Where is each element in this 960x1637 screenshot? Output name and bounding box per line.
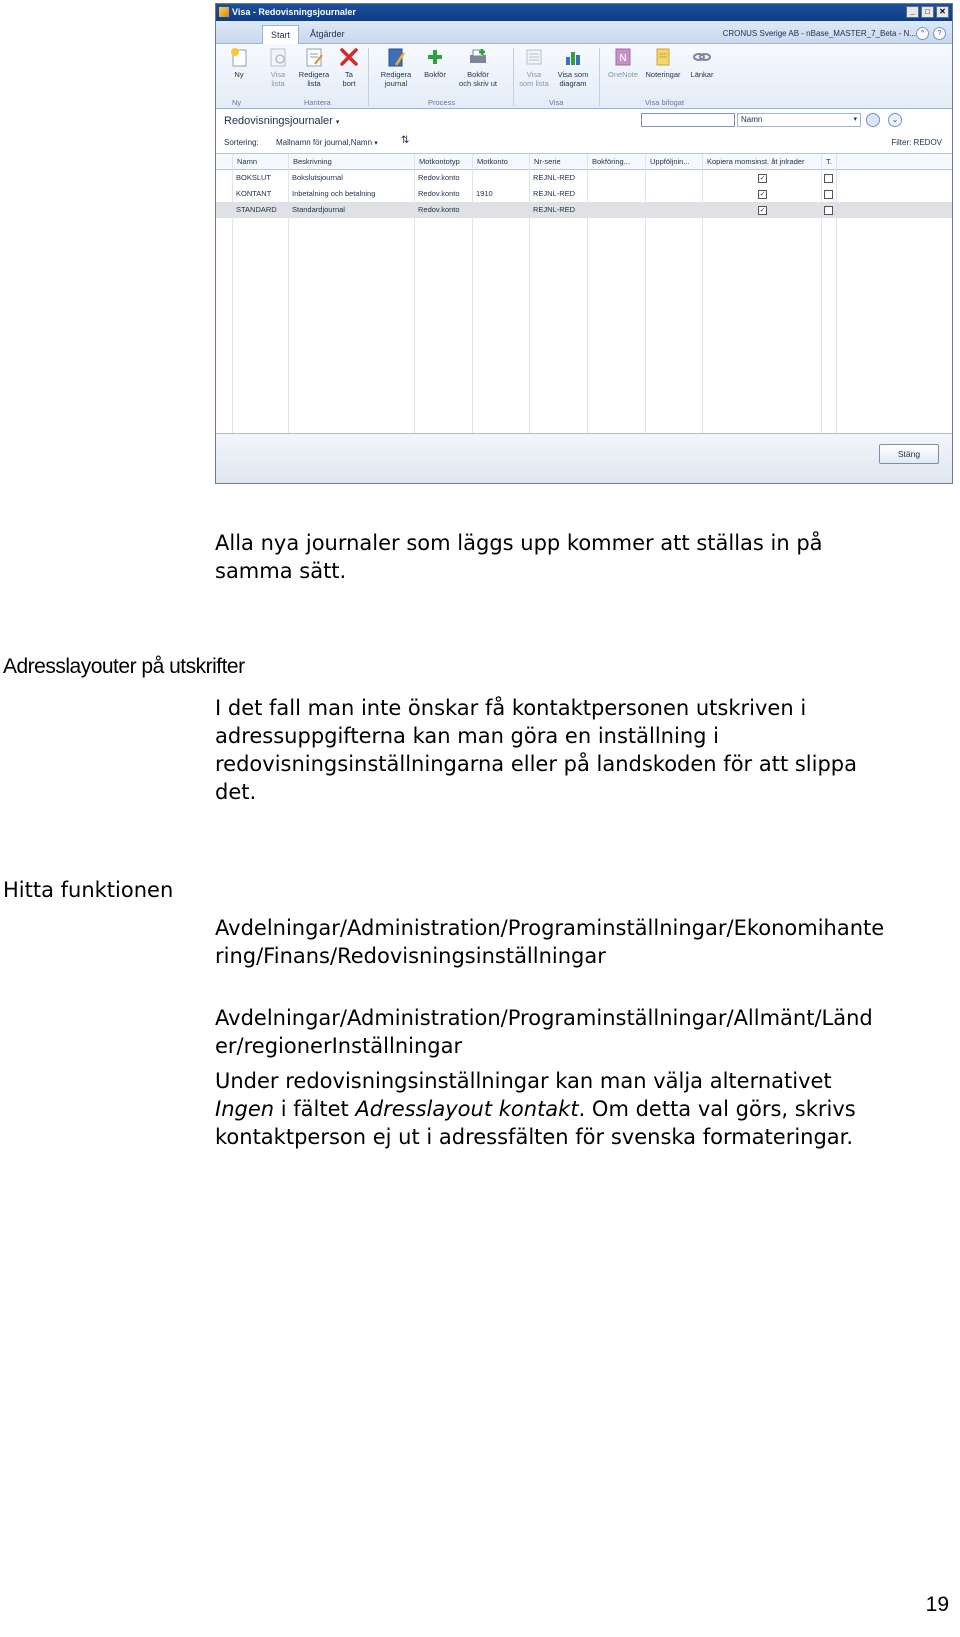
svg-text:N: N	[619, 53, 627, 64]
table-row[interactable]	[216, 186, 952, 202]
checkbox-kopiera[interactable]: ✓	[759, 175, 766, 182]
notes-button[interactable]: Noteringar	[643, 46, 683, 79]
app-icon	[219, 7, 229, 17]
sort-select[interactable]: Mallnamn för journal,Namn ▾	[276, 138, 378, 147]
sort-dropdown-icon: ▾	[374, 140, 378, 147]
post-button[interactable]: Bokför	[415, 46, 455, 79]
cell-nrserie: REJNL-RED	[533, 189, 576, 198]
checkbox-kopiera[interactable]: ✓	[759, 207, 766, 214]
paragraph-instructions: Under redovisningsinställningar kan man välja alternativet Ingen i fältet Adresslayout kontakt. Om detta val görs, skrivs kontaktperson ej ut i adressfälten för svenska formateringar.	[215, 1069, 856, 1149]
delete-x-icon	[338, 46, 360, 68]
filter-field-select[interactable]: Namn ▾	[737, 113, 861, 127]
cell-motkontotyp: Redov.konto	[418, 189, 460, 198]
post-plus-icon	[424, 46, 446, 68]
cell-beskrivning: Bokslutsjournal	[292, 173, 343, 182]
view-list-icon	[267, 46, 289, 68]
delete-button[interactable]: Ta bort	[329, 46, 369, 88]
column-header[interactable]: Uppföljnin...	[650, 157, 690, 166]
show-as-list-button[interactable]: Visa som lista	[514, 46, 554, 88]
cell-namn: BOKSLUT	[236, 173, 272, 182]
cell-nrserie: REJNL-RED	[533, 205, 576, 214]
filter-text: Filter: REDOV	[891, 138, 942, 147]
column-header[interactable]: Bokföring...	[592, 157, 630, 166]
view-list-button[interactable]: Visa lista	[258, 46, 298, 88]
column-header[interactable]: Motkontotyp	[419, 157, 460, 166]
links-button[interactable]: Länkar	[682, 46, 722, 79]
navigation-path-2: Avdelningar/Administration/Programinställningar/Allmänt/Länd er/regionerInställningar	[215, 1006, 873, 1058]
minimize-button[interactable]: _	[906, 6, 919, 18]
title-dropdown-icon: ▾	[335, 119, 340, 126]
cell-motkontotyp: Redov.konto	[418, 205, 460, 214]
window-footer	[216, 433, 952, 483]
edit-list-button[interactable]: Redigera lista	[294, 46, 334, 88]
section-heading-find-function: Hitta funktionen	[3, 878, 174, 902]
column-header[interactable]: Nr-serie	[534, 157, 561, 166]
onenote-icon	[612, 46, 634, 68]
close-window-button[interactable]: ✕	[936, 6, 949, 18]
paragraph-address-layouts: I det fall man inte önskar få kontaktpersonen utskriven i adressuppgifterna kan man göra en inställning i redovisningsinställningarna eller på landskoden för att slippa det.	[215, 696, 857, 804]
new-document-icon	[228, 46, 250, 68]
page-header	[216, 109, 952, 153]
chart-icon	[562, 46, 584, 68]
cell-motkonto: 1910	[476, 189, 493, 198]
help-icon[interactable]: ?	[933, 27, 946, 40]
page-title[interactable]: Redovisningsjournaler ▾	[224, 115, 340, 127]
journal-grid	[216, 153, 952, 434]
ribbon-group-attachments: Visa bifogat	[645, 98, 685, 107]
checkbox-t[interactable]	[824, 206, 833, 215]
table-row[interactable]	[216, 170, 952, 186]
window-titlebar	[216, 4, 952, 21]
cell-motkontotyp: Redov.konto	[418, 173, 460, 182]
onenote-button[interactable]: N OneNote	[603, 46, 643, 79]
maximize-button[interactable]: □	[921, 6, 934, 18]
edit-journal-button[interactable]: Redigera journal	[376, 46, 416, 88]
cell-beskrivning: Standardjournal	[292, 205, 345, 214]
edit-list-icon	[303, 46, 325, 68]
ribbon-group-new: Ny	[232, 98, 242, 107]
checkbox-kopiera[interactable]: ✓	[759, 191, 766, 198]
company-name: CRONUS Sverige AB - nBase_MASTER_7_Beta - N...	[722, 29, 916, 38]
table-row-selected[interactable]	[216, 202, 952, 218]
cell-nrserie: REJNL-RED	[533, 173, 576, 182]
cell-beskrivning: Inbetalning och betalning	[292, 189, 376, 198]
new-button[interactable]: Ny	[219, 46, 259, 79]
ribbon-group-manage: Hantera	[304, 98, 331, 107]
search-input[interactable]	[641, 113, 735, 127]
close-button[interactable]: Stäng	[879, 444, 939, 464]
page-number: 19	[925, 1593, 949, 1616]
post-print-icon	[467, 46, 489, 68]
sort-label: Sortering:	[224, 138, 259, 147]
nav-screenshot-window	[215, 3, 953, 484]
section-heading-address-layouts: Adresslayouter på utskrifter	[3, 655, 245, 678]
ribbon-tab-row	[216, 21, 952, 44]
ribbon-group-process: Process	[428, 98, 456, 107]
ribbon-group-view: Visa	[549, 98, 564, 107]
checkbox-t[interactable]	[824, 190, 833, 199]
show-as-chart-button[interactable]: Visa som diagram	[553, 46, 593, 88]
ribbon	[216, 44, 952, 109]
field-dropdown-icon: ▾	[853, 116, 857, 123]
column-header[interactable]: T.	[826, 157, 832, 166]
column-header[interactable]: Beskrivning	[293, 157, 332, 166]
show-as-list-icon	[523, 46, 545, 68]
column-header[interactable]: Motkonto	[477, 157, 508, 166]
cell-namn: KONTANT	[236, 189, 272, 198]
tab-atgarder[interactable]: Åtgärder	[310, 29, 345, 39]
navigation-path-1: Avdelningar/Administration/Programinställningar/Ekonomihante ring/Finans/Redovisningsinställningar	[215, 916, 885, 968]
column-header[interactable]: Namn	[237, 157, 258, 166]
edit-journal-icon	[385, 46, 407, 68]
link-chain-icon	[691, 46, 713, 68]
window-title: Visa - Redovisningsjournaler	[232, 7, 356, 17]
minimize-ribbon-icon[interactable]: ^	[916, 27, 929, 40]
checkbox-t[interactable]	[824, 174, 833, 183]
search-go-icon[interactable]	[866, 113, 880, 127]
sort-direction-icon[interactable]: ⇅	[401, 135, 410, 146]
expand-filter-icon[interactable]: ⌄	[888, 113, 902, 127]
notes-icon	[652, 46, 674, 68]
cell-namn: STANDARD	[236, 205, 277, 214]
column-header[interactable]: Kopiera momsinst. åt jnlrader	[707, 157, 805, 166]
post-and-print-button[interactable]: Bokför och skriv ut	[454, 46, 502, 88]
paragraph-journals: Alla nya journaler som läggs upp kommer att ställas in på samma sätt.	[215, 531, 823, 583]
tab-start[interactable]: Start	[262, 25, 299, 44]
